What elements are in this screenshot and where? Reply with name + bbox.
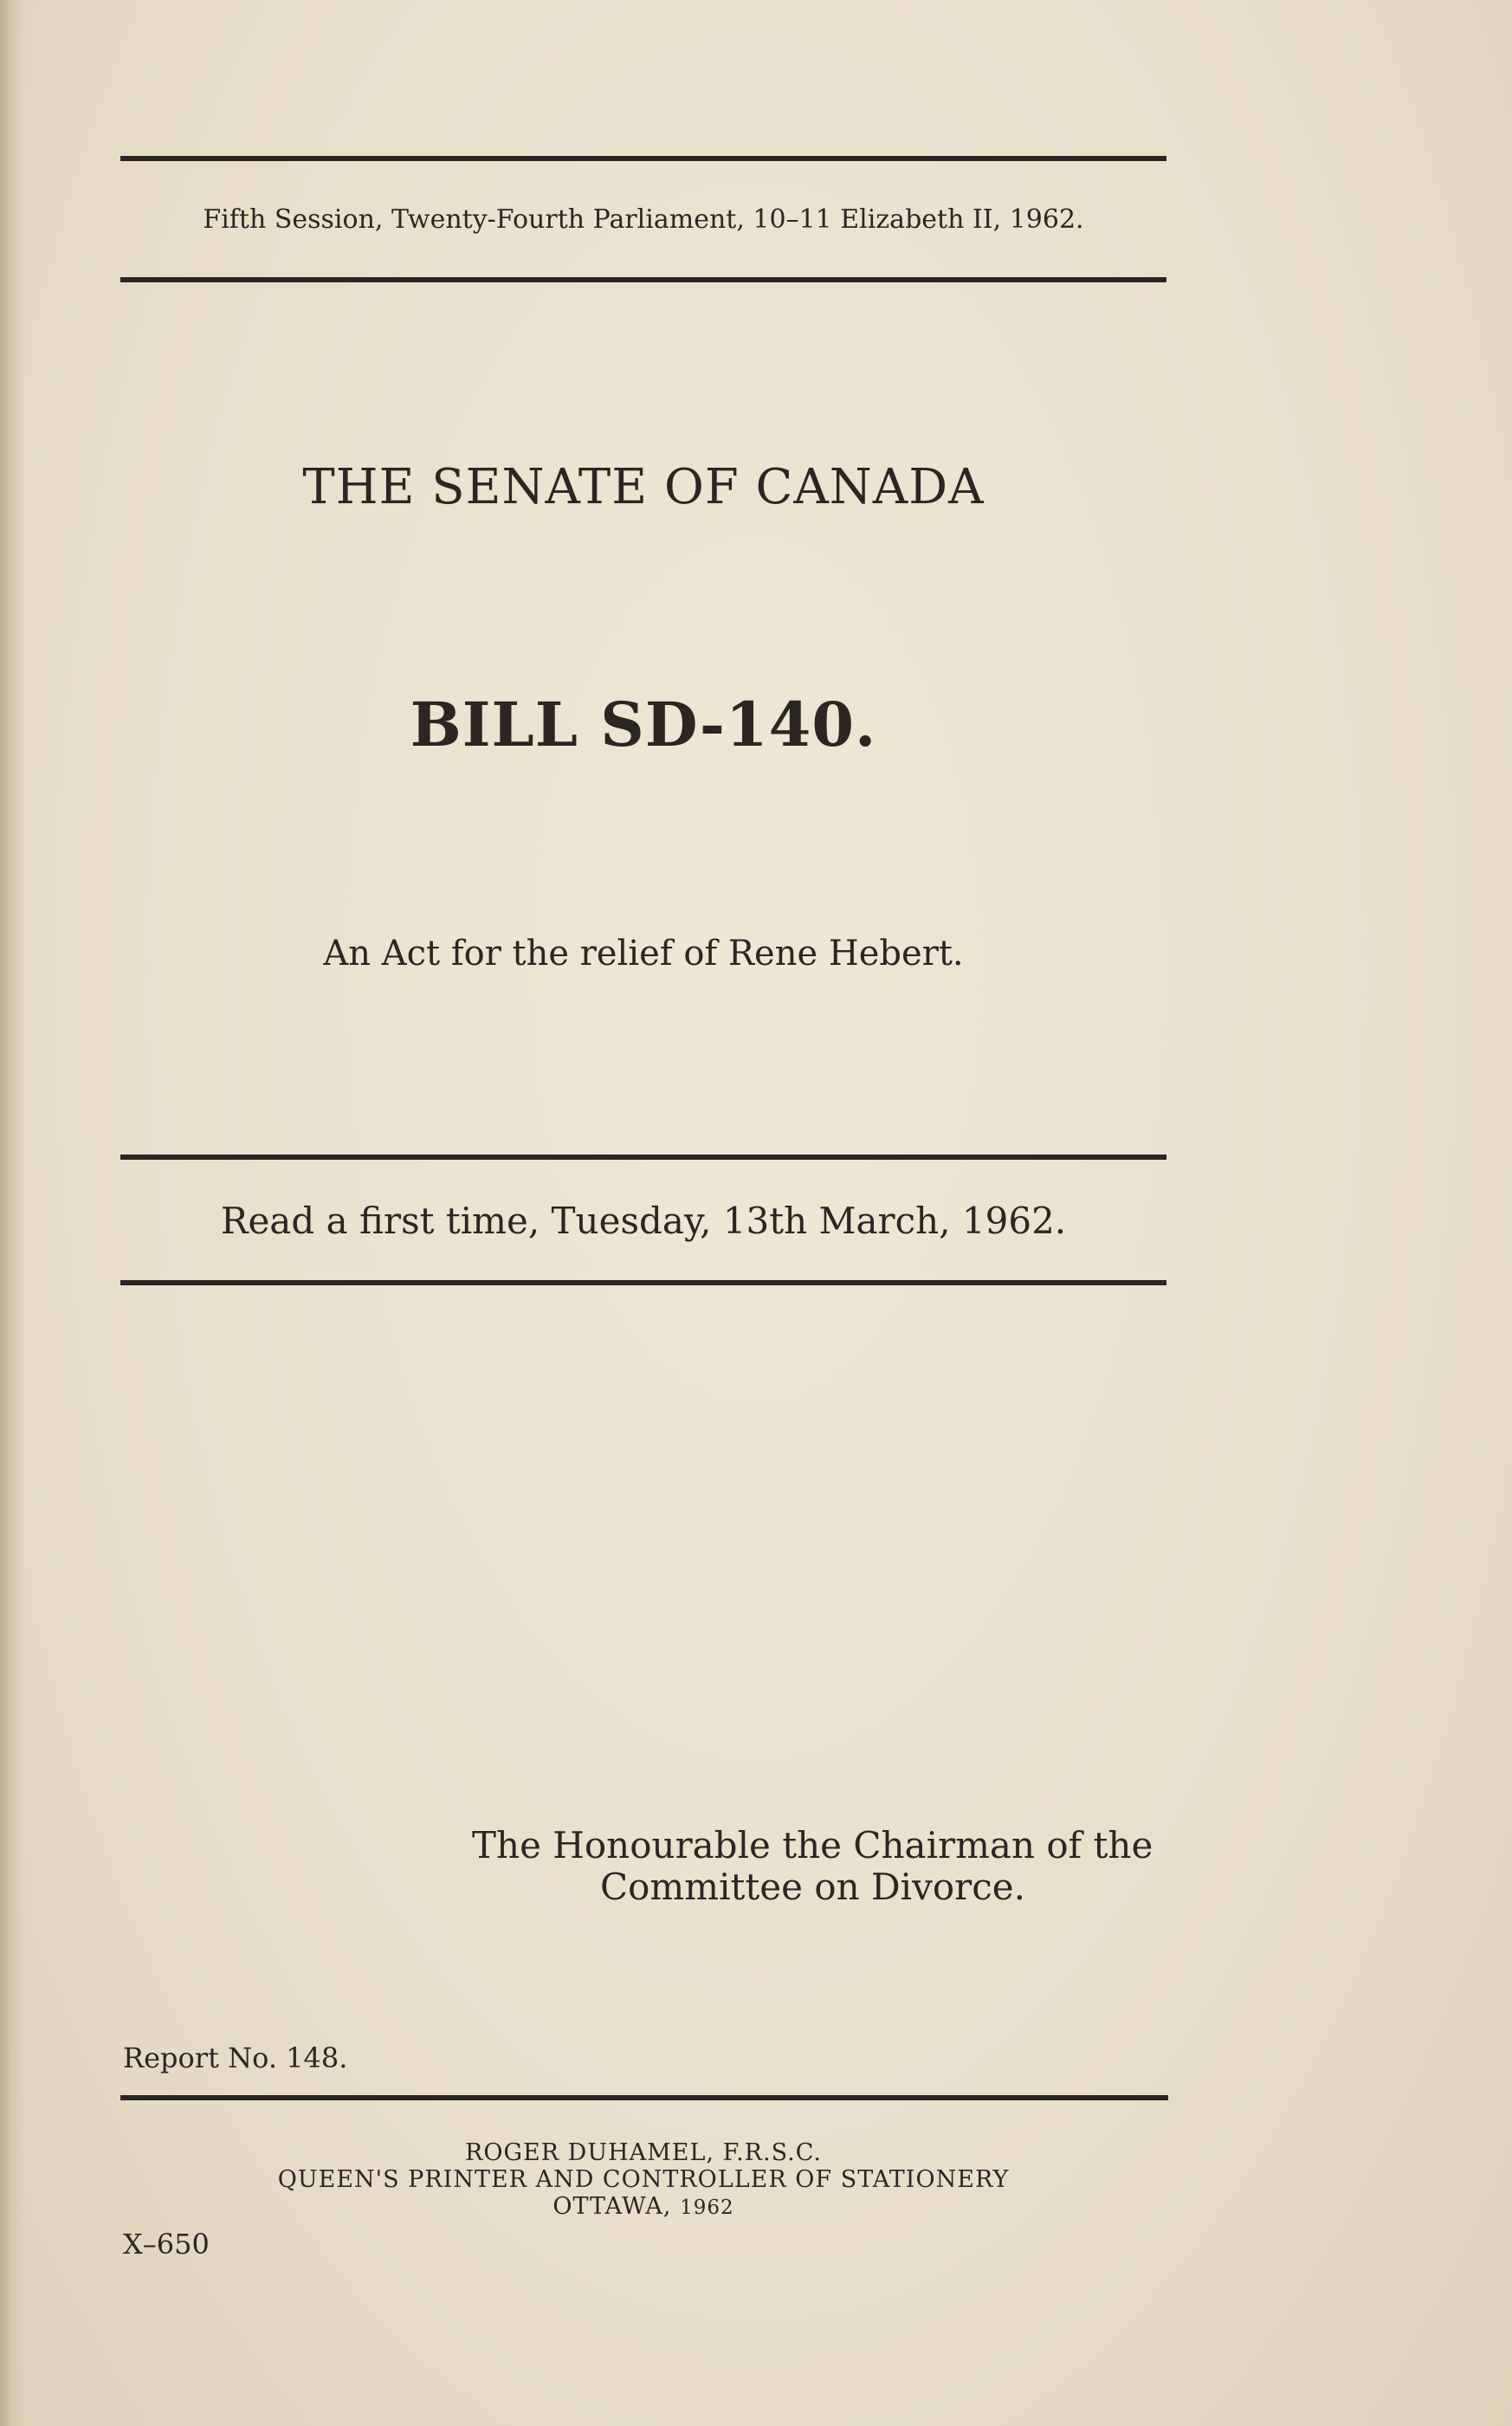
- top-rule-1: [120, 156, 1166, 161]
- first-reading-line: Read a first time, Tuesday, 13th March, 1962.: [220, 1200, 1067, 1242]
- session-line: Fifth Session, Twenty-Fourth Parliament, 10–11 Elizabeth II, 1962.: [203, 204, 1084, 235]
- printer-name: ROGER DUHAMEL, F.R.S.C.: [465, 2139, 822, 2166]
- printer-title: QUEEN'S PRINTER AND CONTROLLER OF STATIONERY: [277, 2166, 1010, 2193]
- reading-rule-top: [120, 1155, 1166, 1160]
- page-binding-edge: [0, 0, 26, 2426]
- top-rule-2: [120, 277, 1166, 282]
- sponsor-block: [472, 1825, 1153, 1908]
- printer-place: [120, 2193, 1166, 2222]
- printer-year: 1962: [680, 2196, 734, 2219]
- sponsor-line-2: Committee on Divorce.: [600, 1866, 1025, 1908]
- printer-city: OTTAWA,: [552, 2193, 672, 2220]
- form-number: X–650: [123, 2228, 210, 2261]
- bill-number: BILL SD-140.: [410, 689, 877, 760]
- act-title: An Act for the relief of Rene Hebert.: [323, 934, 964, 974]
- reading-rule-bottom: [120, 1280, 1166, 1285]
- bottom-rule: [120, 2095, 1168, 2100]
- chamber-title: THE SENATE OF CANADA: [302, 459, 985, 515]
- sponsor-line-1: The Honourable the Chairman of the: [472, 1824, 1153, 1866]
- report-number: Report No. 148.: [123, 2041, 348, 2074]
- printer-imprint: [120, 2139, 1166, 2222]
